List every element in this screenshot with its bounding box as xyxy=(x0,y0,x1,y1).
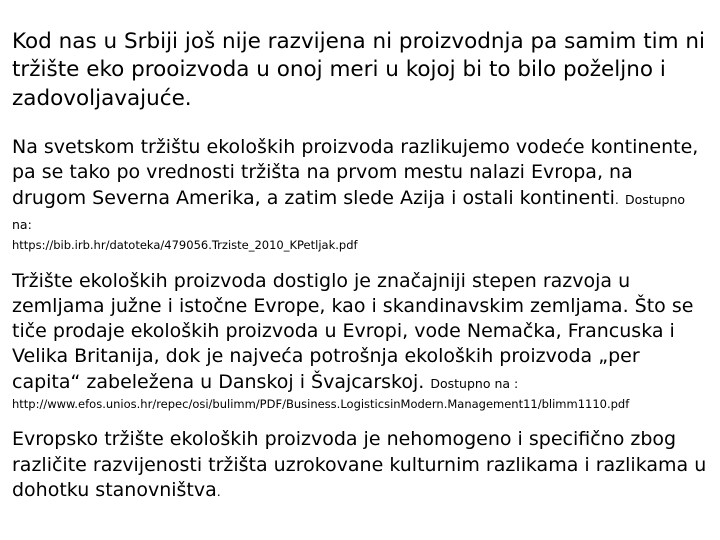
paragraph-heterogeneous xyxy=(12,427,708,503)
paragraph-europe-markets xyxy=(12,269,708,395)
paragraph-block-heterogeneous xyxy=(12,427,708,503)
paragraph-block-europe-markets xyxy=(12,269,708,412)
paragraph-heterogeneous-trailing-dot: . xyxy=(216,483,221,499)
paragraph-heterogeneous-text: Evropsko tržište ekoloških proizvoda je nehomogeno i specifično zbog različite razvijenosti tržišta uzrokovane kulturnim razlikama i razlikama u dohotku stanovništva xyxy=(12,428,707,501)
source-url-europe-markets[interactable]: http://www.efos.unios.hr/repec/osi/bulimm/PDF/Business.LogisticsinModern.Management11/blimm1110.pdf xyxy=(12,396,630,411)
paragraph-intro: Kod nas u Srbiji još nije razvijena ni proizvodnja pa samim tim ni tržište eko prooizvoda u onoj meri u kojoj bi to bilo poželjno i zadovoljavajuće. xyxy=(12,29,705,111)
source-label-continents: Dostupno na: xyxy=(12,191,686,232)
paragraph-block-continents xyxy=(12,135,708,252)
source-label-europe-markets: Dostupno na : xyxy=(430,375,519,391)
paragraph-continents-text: Na svetskom tržištu ekoloških proizvoda razlikujemo vodeće kontinente, pa se tako po vrednosti tržišta na prvom mestu nalazi Evropa, na drugom Severna Amerika, a zatim slede Azija i ostali kontinenti xyxy=(12,136,699,209)
source-url-continents[interactable]: https://bib.irb.hr/datoteka/479056.Trziste_2010_KPetljak.pdf xyxy=(12,238,358,253)
paragraph-continents-trailing-dot: . xyxy=(614,191,619,207)
paragraph-europe-markets-text: Tržište ekoloških proizvoda dostiglo je značajniji stepen razvoja u zemljama južne i istočne Evrope, kao i skandinavskim zemljama. Što se tiče prodaje ekoloških proizvoda u Evropi, vode Nemačka, Francuska i Velika Britanija, dok je najveća potrošnja ekoloških proizvoda „per capita“ zabeležena u Danskoj i Švajcarskoj. xyxy=(12,269,694,393)
paragraph-continents xyxy=(12,135,708,236)
